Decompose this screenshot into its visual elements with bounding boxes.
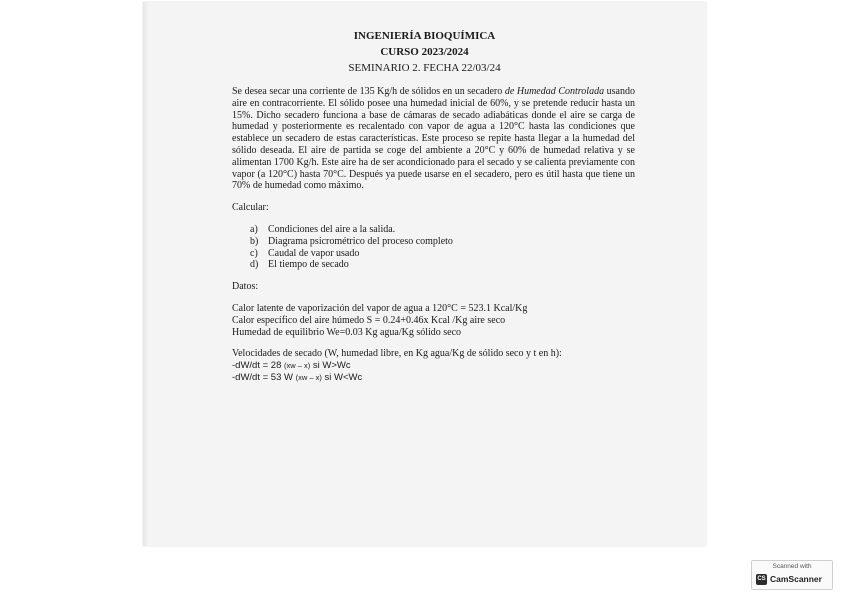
- course-line: CURSO 2023/2024: [380, 46, 469, 58]
- document-header: [143, 28, 706, 76]
- list-item: [250, 224, 635, 236]
- seminar-line: SEMINARIO 2. FECHA 22/03/24: [348, 62, 501, 74]
- datos-label: Datos:: [232, 281, 259, 293]
- data-line: Calor específico del aire húmedo S = 0.24+0.46x Kcal /Kg aire seco: [232, 314, 506, 326]
- eq2-lhs: -dW/dt = 53 W: [232, 371, 296, 383]
- data-line: Humedad de equilibrio We=0.03 Kg agua/Kg sólido seco: [232, 326, 462, 338]
- intro-italic: de Humedad Controlada: [504, 86, 605, 97]
- item-text: Diagrama psicrométrico del proceso completo: [268, 235, 453, 247]
- item-marker: d): [250, 259, 259, 271]
- item-marker: a): [250, 223, 258, 235]
- equation-constant-rate: [232, 360, 635, 372]
- drying-rates-heading: Velocidades de secado (W, humedad libre, en Kg agua/Kg de sólido seco y t en h):: [232, 348, 562, 360]
- camscanner-logo-icon: CS: [756, 574, 767, 585]
- eq1-term: (xw – x): [284, 361, 311, 371]
- list-item: [250, 248, 635, 260]
- camscanner-badge: [751, 560, 833, 590]
- equation-falling-rate: [232, 372, 635, 384]
- scanned-with-text: Scanned with: [772, 563, 812, 570]
- item-text: Condiciones del aire a la salida.: [268, 223, 396, 235]
- item-text: El tiempo de secado: [268, 259, 349, 271]
- scanned-page: [143, 2, 706, 546]
- document-body: [232, 86, 635, 384]
- problem-statement: [232, 86, 635, 192]
- drying-rates: [232, 348, 635, 383]
- intro-text-2: usando aire en contracorriente. El sólido posee una humedad inicial de 60%, y se pretende reducir hasta un 15%. Dicho secadero funciona a base de cámaras de secado adiabáticas donde el aire se carga de humedad y posteriormente es recalentado con vapor de agua a 120°C hasta las condiciones que establece un secadero de estas características. Este proceso se repite hasta llegar a la humedad del sólido deseada. El aire de partida se coge del ambiente a 20°C y 60% de humedad relativa y se alimentan 1700 Kg/h. Este aire ha de ser acondicionado para el secado y se calienta previamente con vapor (a 120°C) hasta 70°C. Después ya puede usarse en el secadero, pero es útil hasta que tiene un 70% de humedad como máximo.: [232, 86, 635, 192]
- intro-text-1: Se desea secar una corriente de 135 Kg/h de sólidos en un secadero: [232, 86, 505, 97]
- eq1-condition: si W>Wc: [310, 360, 351, 372]
- list-item: [250, 259, 635, 271]
- camscanner-name: CamScanner: [770, 574, 822, 584]
- item-marker: c): [250, 247, 258, 259]
- eq2-term: (xw – x): [295, 372, 322, 382]
- datos-lines: [232, 303, 635, 338]
- calcular-label: Calcular:: [232, 202, 269, 214]
- list-item: [250, 236, 635, 248]
- item-text: Caudal de vapor usado: [268, 247, 360, 259]
- eq1-lhs: -dW/dt = 28: [232, 360, 285, 372]
- document-title: INGENIERÍA BIOQUÍMICA: [353, 30, 496, 42]
- page-edge-shadow: [143, 2, 149, 546]
- eq2-condition: si W<Wc: [321, 371, 363, 383]
- item-marker: b): [250, 235, 259, 247]
- calcular-list: [250, 224, 635, 271]
- data-line: Calor latente de vaporización del vapor de agua a 120°C = 523.1 Kcal/Kg: [232, 302, 528, 314]
